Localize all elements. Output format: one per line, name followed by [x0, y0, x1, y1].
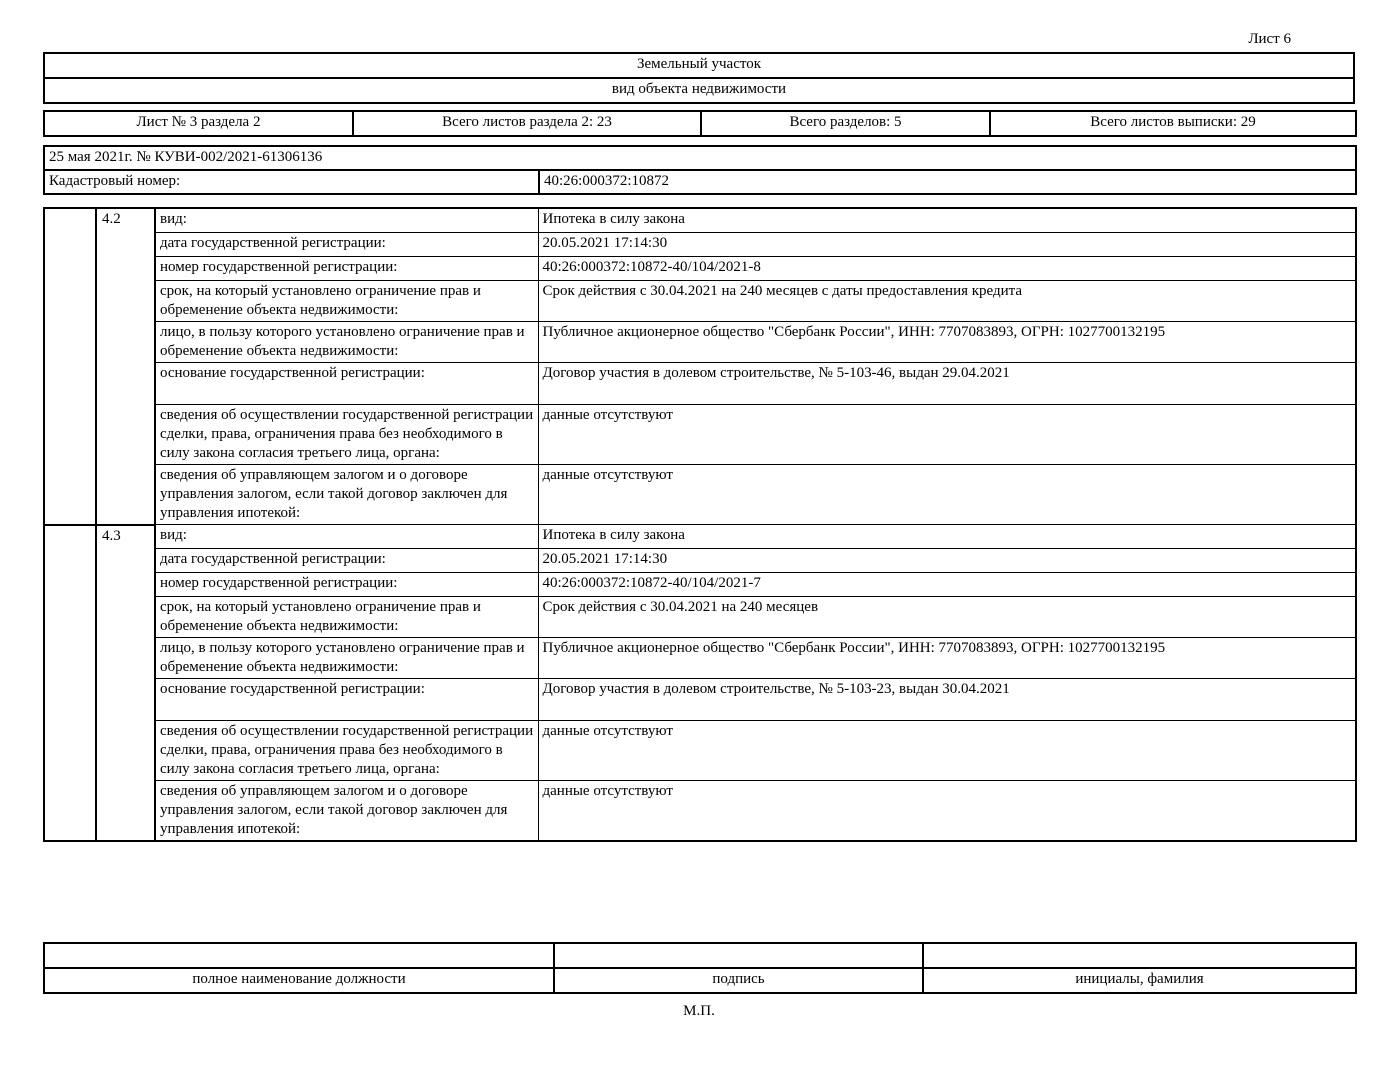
left-spacer-cell — [44, 525, 96, 842]
table-row — [44, 465, 1356, 525]
row-value: Ипотека в силу закона — [538, 525, 1356, 549]
row-value: Срок действия с 30.04.2021 на 240 месяцев — [538, 597, 1356, 638]
row-label: вид: — [155, 208, 538, 233]
table-row — [44, 208, 1356, 233]
row-label: вид: — [155, 525, 538, 549]
section-sheet-cell: Лист № 3 раздела 2 — [44, 111, 353, 136]
signature-caption: подпись — [554, 968, 923, 993]
row-label: сведения об управляющем залогом и о договоре управления залогом, если такой договор заключен для управления ипотекой: — [155, 781, 538, 842]
left-spacer-cell — [44, 208, 96, 525]
section-number: 4.2 — [96, 208, 155, 525]
stamp-place-label: М.П. — [683, 1003, 715, 1019]
row-value: 20.05.2021 17:14:30 — [538, 233, 1356, 257]
row-value: Публичное акционерное общество "Сбербанк России", ИНН: 7707083893, ОГРН: 1027700132195 — [538, 322, 1356, 363]
row-label: лицо, в пользу которого установлено ограничение прав и обременение объекта недвижимости: — [155, 638, 538, 679]
table-row — [44, 281, 1356, 322]
row-label: основание государственной регистрации: — [155, 679, 538, 721]
cadastral-number-label: Кадастровый номер: — [44, 170, 539, 194]
row-value: Договор участия в долевом строительстве, № 5-103-46, выдан 29.04.2021 — [538, 363, 1356, 405]
name-blank-cell — [923, 943, 1356, 968]
row-value: данные отсутствуют — [538, 721, 1356, 781]
position-blank-cell — [44, 943, 554, 968]
table-row — [44, 597, 1356, 638]
name-caption: инициалы, фамилия — [923, 968, 1356, 993]
signature-table — [43, 942, 1357, 994]
row-label: номер государственной регистрации: — [155, 257, 538, 281]
row-value: 40:26:000372:10872-40/104/2021-8 — [538, 257, 1356, 281]
table-row — [44, 573, 1356, 597]
row-label: сведения об управляющем залогом и о договоре управления залогом, если такой договор заключен для управления ипотекой: — [155, 465, 538, 525]
sheet-number: Лист 6 — [1248, 31, 1291, 47]
row-value: Договор участия в долевом строительстве, № 5-103-23, выдан 30.04.2021 — [538, 679, 1356, 721]
signature-caption-row — [44, 968, 1356, 993]
table-row — [44, 549, 1356, 573]
row-value: 40:26:000372:10872-40/104/2021-7 — [538, 573, 1356, 597]
row-value: Ипотека в силу закона — [538, 208, 1356, 233]
table-row — [44, 257, 1356, 281]
extract-sheets-total-cell: Всего листов выписки: 29 — [990, 111, 1356, 136]
table-row — [44, 322, 1356, 363]
row-label: сведения об осуществлении государственной регистрации сделки, права, ограничения права без необходимого в силу закона согласия третьего лица, органа: — [155, 721, 538, 781]
extract-date-number: 25 мая 2021г. № КУВИ-002/2021-61306136 — [44, 146, 1356, 170]
restrictions-table — [43, 207, 1357, 842]
row-value: Срок действия с 30.04.2021 на 240 месяцев с даты предоставления кредита — [538, 281, 1356, 322]
table-row — [44, 638, 1356, 679]
row-label: основание государственной регистрации: — [155, 363, 538, 405]
table-row — [44, 405, 1356, 465]
position-caption: полное наименование должности — [44, 968, 554, 993]
section-number: 4.3 — [96, 525, 155, 842]
row-value: данные отсутствуют — [538, 781, 1356, 842]
sections-total-cell: Всего разделов: 5 — [701, 111, 990, 136]
sheet-counters-table — [43, 110, 1357, 137]
table-row — [44, 781, 1356, 842]
table-row — [44, 525, 1356, 549]
signature-blank-cell — [554, 943, 923, 968]
row-value: данные отсутствуют — [538, 465, 1356, 525]
row-label: дата государственной регистрации: — [155, 549, 538, 573]
date-cadastral-table — [43, 145, 1357, 195]
row-label: срок, на который установлено ограничение прав и обременение объекта недвижимости: — [155, 597, 538, 638]
table-row — [44, 233, 1356, 257]
row-label: лицо, в пользу которого установлено ограничение прав и обременение объекта недвижимости: — [155, 322, 538, 363]
table-row — [44, 679, 1356, 721]
table-row — [44, 363, 1356, 405]
cadastral-number-value: 40:26:000372:10872 — [539, 170, 1356, 194]
row-label: сведения об осуществлении государственной регистрации сделки, права, ограничения права без необходимого в силу закона согласия третьего лица, органа: — [155, 405, 538, 465]
row-value: 20.05.2021 17:14:30 — [538, 549, 1356, 573]
row-value: данные отсутствуют — [538, 405, 1356, 465]
object-type-value: Земельный участок — [44, 53, 1354, 78]
row-value: Публичное акционерное общество "Сбербанк России", ИНН: 7707083893, ОГРН: 1027700132195 — [538, 638, 1356, 679]
signature-blank-row — [44, 943, 1356, 968]
section-sheets-total-cell: Всего листов раздела 2: 23 — [353, 111, 701, 136]
object-type-caption: вид объекта недвижимости — [44, 78, 1354, 103]
table-row — [44, 721, 1356, 781]
row-label: дата государственной регистрации: — [155, 233, 538, 257]
row-label: срок, на который установлено ограничение прав и обременение объекта недвижимости: — [155, 281, 538, 322]
object-type-table — [43, 52, 1355, 104]
row-label: номер государственной регистрации: — [155, 573, 538, 597]
